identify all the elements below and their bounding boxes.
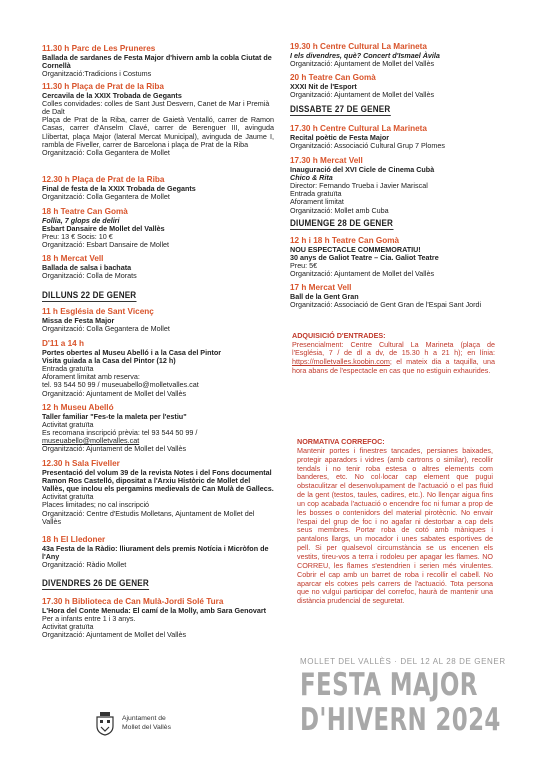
- event-detail: Es recomana inscripció prèvia: tel 93 544 50 99 /: [42, 427, 198, 437]
- event-title: Ballada de sardanes de Festa Major d'hivern amb la cobla Ciutat de Cornellà: [42, 52, 272, 70]
- event-detail: Organització: Esbart Dansaire de Mollet: [42, 240, 170, 250]
- brand-title-line1: FESTA MAJOR: [300, 667, 478, 703]
- event-title: 43a Festa de la Ràdio: lliurament dels premis Notícia i Micròfon de l'Any: [42, 543, 269, 561]
- event-detail: Plaça de Prat de la Riba, carrer de Gaietà Ventalló, carrer de Ramon Casas, carrer d'Anselm Clavé, carrer de Berenguer III, avinguda Llibertat, plaça Major (lateral Mercat Municipal), avinguda de Jaume I, rambla de Fiveller, carrer de Barcelona i plaça de Prat de la Riba: [42, 115, 274, 149]
- event-detail: Organització: Ajuntament de Mollet del Vallès: [42, 630, 187, 640]
- event-title: NOU ESPECTACLE COMMEMORATIU!: [290, 244, 421, 254]
- event-detail: Activitat gratuïta: [42, 492, 94, 502]
- event-time-place: 12 h Museu Abelló: [42, 403, 114, 412]
- event-time-place: 18 h Teatre Can Gomà: [42, 207, 128, 216]
- coat-of-arms-icon: [94, 712, 116, 736]
- tickets-heading: ADQUISICIÓ D'ENTRADES:: [292, 331, 386, 340]
- event-title: Cercavila de la XXIX Trobada de Gegants: [42, 90, 182, 100]
- event-entry: [290, 42, 495, 68]
- event-title: XXXI Nit de l'Esport: [290, 81, 357, 91]
- event-detail: Aforament limitat: [290, 197, 344, 207]
- event-entry: [290, 124, 495, 150]
- event-detail: Organització: Ajuntament de Mollet del Vallès: [42, 444, 187, 454]
- event-detail: Preu: 5€: [290, 260, 318, 270]
- event-detail: Organització: Associació Cultural Grup 7 Plomes: [290, 140, 445, 150]
- event-detail: Organització:Tradicions i Costums: [42, 68, 152, 78]
- event-detail: Organització: Colla Gegantera de Mollet: [42, 147, 170, 157]
- event-detail: Entrada gratuïta: [42, 363, 94, 373]
- event-title: Ballada de salsa i bachata: [42, 262, 132, 272]
- event-title: Ball de la Gent Gran: [290, 291, 359, 301]
- event-time-place: 12 h i 18 h Teatre Can Gomà: [290, 236, 400, 245]
- event-detail: Per a infants entre 1 i 3 anys.: [42, 613, 136, 623]
- event-entry: [42, 44, 274, 78]
- event-detail: Organització: Colla Gegantera de Mollet: [42, 191, 170, 201]
- event-detail: Entrada gratuïta: [290, 189, 342, 199]
- event-entry: [42, 535, 274, 569]
- event-time-place: 17.30 h Centre Cultural La Marineta: [290, 124, 427, 133]
- event-time-place: 11 h Església de Sant Vicenç: [42, 307, 154, 316]
- event-detail: Colles convidades: colles de Sant Just Desvern, Canet de Mar i Premià de Dalt: [42, 98, 270, 116]
- event-entry: [42, 254, 274, 280]
- event-time-place: 12.30 h Sala Fiveller: [42, 459, 120, 468]
- tickets-link[interactable]: https://molletvalles.koobin.com: [292, 357, 390, 367]
- logo-line2: Mollet del Vallès: [122, 723, 171, 731]
- event-detail: Organització: Ajuntament de Mollet del Vallès: [290, 89, 435, 99]
- event-detail: Organització: Ajuntament de Mollet del Vallès: [290, 269, 435, 279]
- day-heading: DIUMENGE 28 DE GENER: [290, 218, 394, 228]
- event-detail: Organització: Colla de Morats: [42, 270, 137, 280]
- rules-heading: NORMATIVA CORREFOC:: [297, 437, 385, 446]
- event-detail: tel. 93 544 50 99 / museuabello@molletvalles.cat: [42, 380, 199, 390]
- event-time-place: D'11 a 14 h: [42, 339, 85, 348]
- event-time-place: 18 h El Lledoner: [42, 535, 106, 544]
- event-detail: Organització: Ajuntament de Mollet del Vallès: [290, 58, 435, 68]
- event-time-place: 19.30 h Centre Cultural La Marineta: [290, 42, 427, 51]
- event-title: Recital poètic de Festa Major: [290, 132, 390, 142]
- day-heading: DIVENDRES 26 DE GENER: [42, 578, 149, 588]
- logo-line1: Ajuntament de: [122, 715, 166, 722]
- event-detail: Preu: 13 € Socis: 10 €: [42, 231, 113, 241]
- day-heading: DISSABTE 27 DE GENER: [290, 104, 391, 114]
- event-title: 30 anys de Galiot Teatre – Cia. Galiot Teatre: [290, 252, 439, 262]
- tickets-box: [292, 332, 495, 376]
- event-time-place: 11.30 h Parc de Les Pruneres: [42, 44, 156, 53]
- event-detail: Organització: Ajuntament de Mollet del Vallès: [42, 388, 187, 398]
- event-time-place: 17.30 h Biblioteca de Can Mulà-Jordi Solé Tura: [42, 597, 224, 606]
- event-entry: [42, 339, 274, 398]
- event-entry: [290, 236, 495, 278]
- event-detail: Organització: Associació de Gent Gran de l'Espai Sant Jordi: [290, 299, 482, 309]
- event-time-place: 18 h Mercat Vell: [42, 254, 104, 263]
- event-title: I els divendres, què? Concert d'Ismael Àvila: [290, 50, 440, 60]
- event-entry: [290, 283, 495, 309]
- event-title: Final de festa de la XXIX Trobada de Gegants: [42, 183, 196, 193]
- tickets-text-after: ; el mateix dia a taquilla, una hora abans de l'espectacle en cas que no estiguin exhaurides.: [292, 357, 495, 375]
- event-title: Presentació del volum 39 de la revista Notes i del Fons documental Ramon Ros Castelló, dipositat a l'Arxiu Històric de Mollet del Vallès, que inclou els pergamins medievals de Can Mulà de Gallecs.: [42, 467, 274, 493]
- event-time-place: 17.30 h Mercat Vell: [290, 156, 363, 165]
- event-title: Taller familiar "Fes-te la maleta per l'estiu": [42, 411, 187, 421]
- correfoc-rules: [297, 438, 493, 606]
- event-entry: [290, 73, 495, 99]
- brand-subtitle: MOLLET DEL VALLÈS · DEL 12 AL 28 DE GENER: [300, 657, 506, 666]
- event-time-place: 12.30 h Plaça de Prat de la Riba: [42, 175, 165, 184]
- event-title: Follia, 7 glops de deliri: [42, 215, 120, 225]
- event-title: Visita guiada a la Casa del Pintor (12 h): [42, 355, 176, 365]
- event-email-link[interactable]: museuabello@molletvalles.cat: [42, 436, 140, 446]
- event-detail: Organització: Colla Gegantera de Mollet: [42, 323, 170, 333]
- event-title: L'Hora del Conte Menuda: El camí de la Molly, amb Sara Genovart: [42, 605, 267, 615]
- event-detail: Organització: Mollet amb Cuba: [290, 205, 389, 215]
- rules-text: Mantenir portes i finestres tancades, persianes baixades, protegir aparadors i vidres (amb cartrons o similar), recollir tendals i no tenir roba estesa o altres elements com banderes, etc. No col·locar cap element que pugui obstaculitzar el desenvolupament de l'actuació o el pas fluid de la gent (testos, taules, cadires, etc.). No llençar aigua fins un cop acabada l'actuació o encendre foc ni fumar a prop de les bosses o contenidors del material pirotècnic. No envair l'espai del grup de foc i no agafar ni destorbar a cap dels seus membres. Portar roba de cotó amb màniques i pantalons llargs, un mocador i unes sabates esportives de pell. Si per qualsevol circumstància se us encenen els vestits, tireu-vos a terra i rodoleu per apagar les flames. NO CORREU, les flames s'estendrien i serien més virulentes. Cobrir el cap amb un barret de roba i recollir el cabell. No aparcar els cotxes pels carrers de l'actuació. Tota persona que no vulgui participar del correfoc, haurà de mantenir una distància prudencial de seguretat.: [297, 445, 493, 606]
- ajuntament-logo: [92, 712, 212, 738]
- event-detail: Places limitades; no cal inscripció: [42, 500, 150, 510]
- event-entry: [42, 597, 274, 639]
- event-detail: Aforament limitat amb reserva:: [42, 372, 140, 382]
- event-time-place: 20 h Teatre Can Gomà: [290, 73, 376, 82]
- event-detail: Activitat gratuïta: [42, 419, 94, 429]
- event-detail: Organització: Centre d'Estudis Molletans, Ajuntament de Mollet del Vallès: [42, 508, 255, 526]
- event-detail: Organització: Ràdio Mollet: [42, 559, 127, 569]
- event-title: Portes obertes al Museu Abelló i a la Casa del Pintor: [42, 347, 222, 357]
- event-detail: Director: Fernando Trueba i Javier Mariscal: [290, 180, 428, 190]
- event-title: Inauguració del XVI Cicle de Cinema Cubà: [290, 164, 435, 174]
- event-entry: [42, 82, 274, 157]
- event-entry: [290, 156, 495, 215]
- event-entry: [42, 459, 274, 526]
- event-entry: [42, 307, 274, 333]
- event-title: Chico & Rita: [290, 172, 333, 182]
- event-detail: Activitat gratuïta: [42, 621, 94, 631]
- brand-title-line2: D'HIVERN 2024: [300, 702, 501, 738]
- event-title: Esbart Dansaire de Mollet del Vallès: [42, 223, 165, 233]
- event-time-place: 11.30 h Plaça de Prat de la Riba: [42, 82, 164, 91]
- event-title: Missa de Festa Major: [42, 315, 115, 325]
- event-time-place: 17 h Mercat Vell: [290, 283, 352, 292]
- event-entry: [42, 175, 274, 201]
- tickets-text-before: Presencialment: Centre Cultural La Marineta (plaça de l'Església, 7 / de dl a dv, de 15.30 h a 21 h); en línia:: [292, 339, 495, 358]
- event-entry: [42, 207, 274, 249]
- event-entry: [42, 403, 274, 454]
- day-heading: DILLUNS 22 DE GENER: [42, 290, 137, 300]
